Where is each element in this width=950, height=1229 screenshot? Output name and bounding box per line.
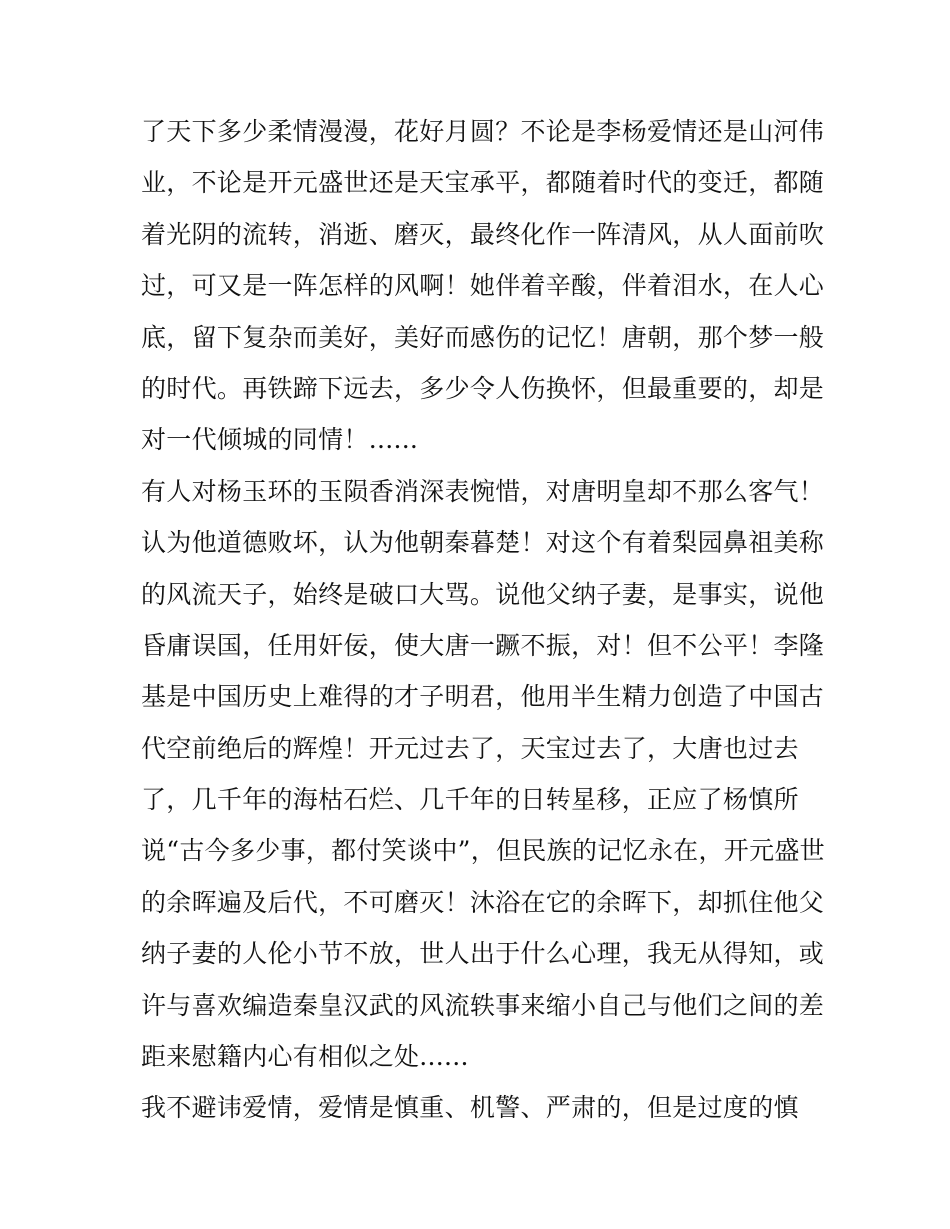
text-line: 的时代。再铁蹄下远去，多少令人伤换怀，但最重要的，却是 [141,373,825,403]
text-line: 说“古今多少事，都付笑谈中”，但民族的记忆永在，开元盛世 [141,836,825,866]
text-line: 纳子妻的人伦小节不放，世人出于什么心理，我无从得知，或 [141,939,825,969]
text-line: 昏庸误国，任用奸佞，使大唐一蹶不振，对！但不公平！李隆 [141,630,825,660]
text-line: 着光阴的流转，消逝、磨灭，最终化作一阵清风，从人面前吹 [141,219,825,249]
text-line: 了天下多少柔情漫漫，花好月圆？不论是李杨爱情还是山河伟 [141,117,825,146]
text-line: 对一代倾城的同情！...... [141,425,419,455]
text-line: 基是中国历史上难得的才子明君，他用半生精力创造了中国古 [141,682,825,712]
body-text [141,106,825,1134]
text-line: 业，不论是开元盛世还是天宝承平，都随着时代的变迁，都随 [141,168,825,198]
text-line: 有人对杨玉环的玉陨香消深表惋惜，对唐明皇却不那么客气！ [141,476,825,506]
text-line: 的余晖遍及后代，不可磨灭！沐浴在它的余晖下，却抓住他父 [141,887,825,917]
text-line: 了，几千年的海枯石烂、几千年的日转星移，正应了杨慎所 [141,785,799,815]
text-line: 许与喜欢编造秦皇汉武的风流轶事来缩小自己与他们之间的差 [141,990,825,1020]
text-line: 我不避讳爱情，爱情是慎重、机警、严肃的，但是过度的慎 [141,1093,799,1123]
text-line: 过，可又是一阵怎样的风啊！她伴着辛酸，伴着泪水，在人心 [141,271,825,301]
text-line: 代空前绝后的辉煌！开元过去了，天宝过去了，大唐也过去 [141,733,799,763]
text-line: 的风流天子，始终是破口大骂。说他父纳子妻，是事实，说他 [141,579,825,609]
text-line: 距来慰籍内心有相似之处...... [141,1042,469,1072]
text-line: 底，留下复杂而美好，美好而感伤的记忆！唐朝，那个梦一般 [141,322,825,352]
text-line: 认为他道德败坏，认为他朝秦暮楚！对这个有着梨园鼻祖美称 [141,528,825,558]
